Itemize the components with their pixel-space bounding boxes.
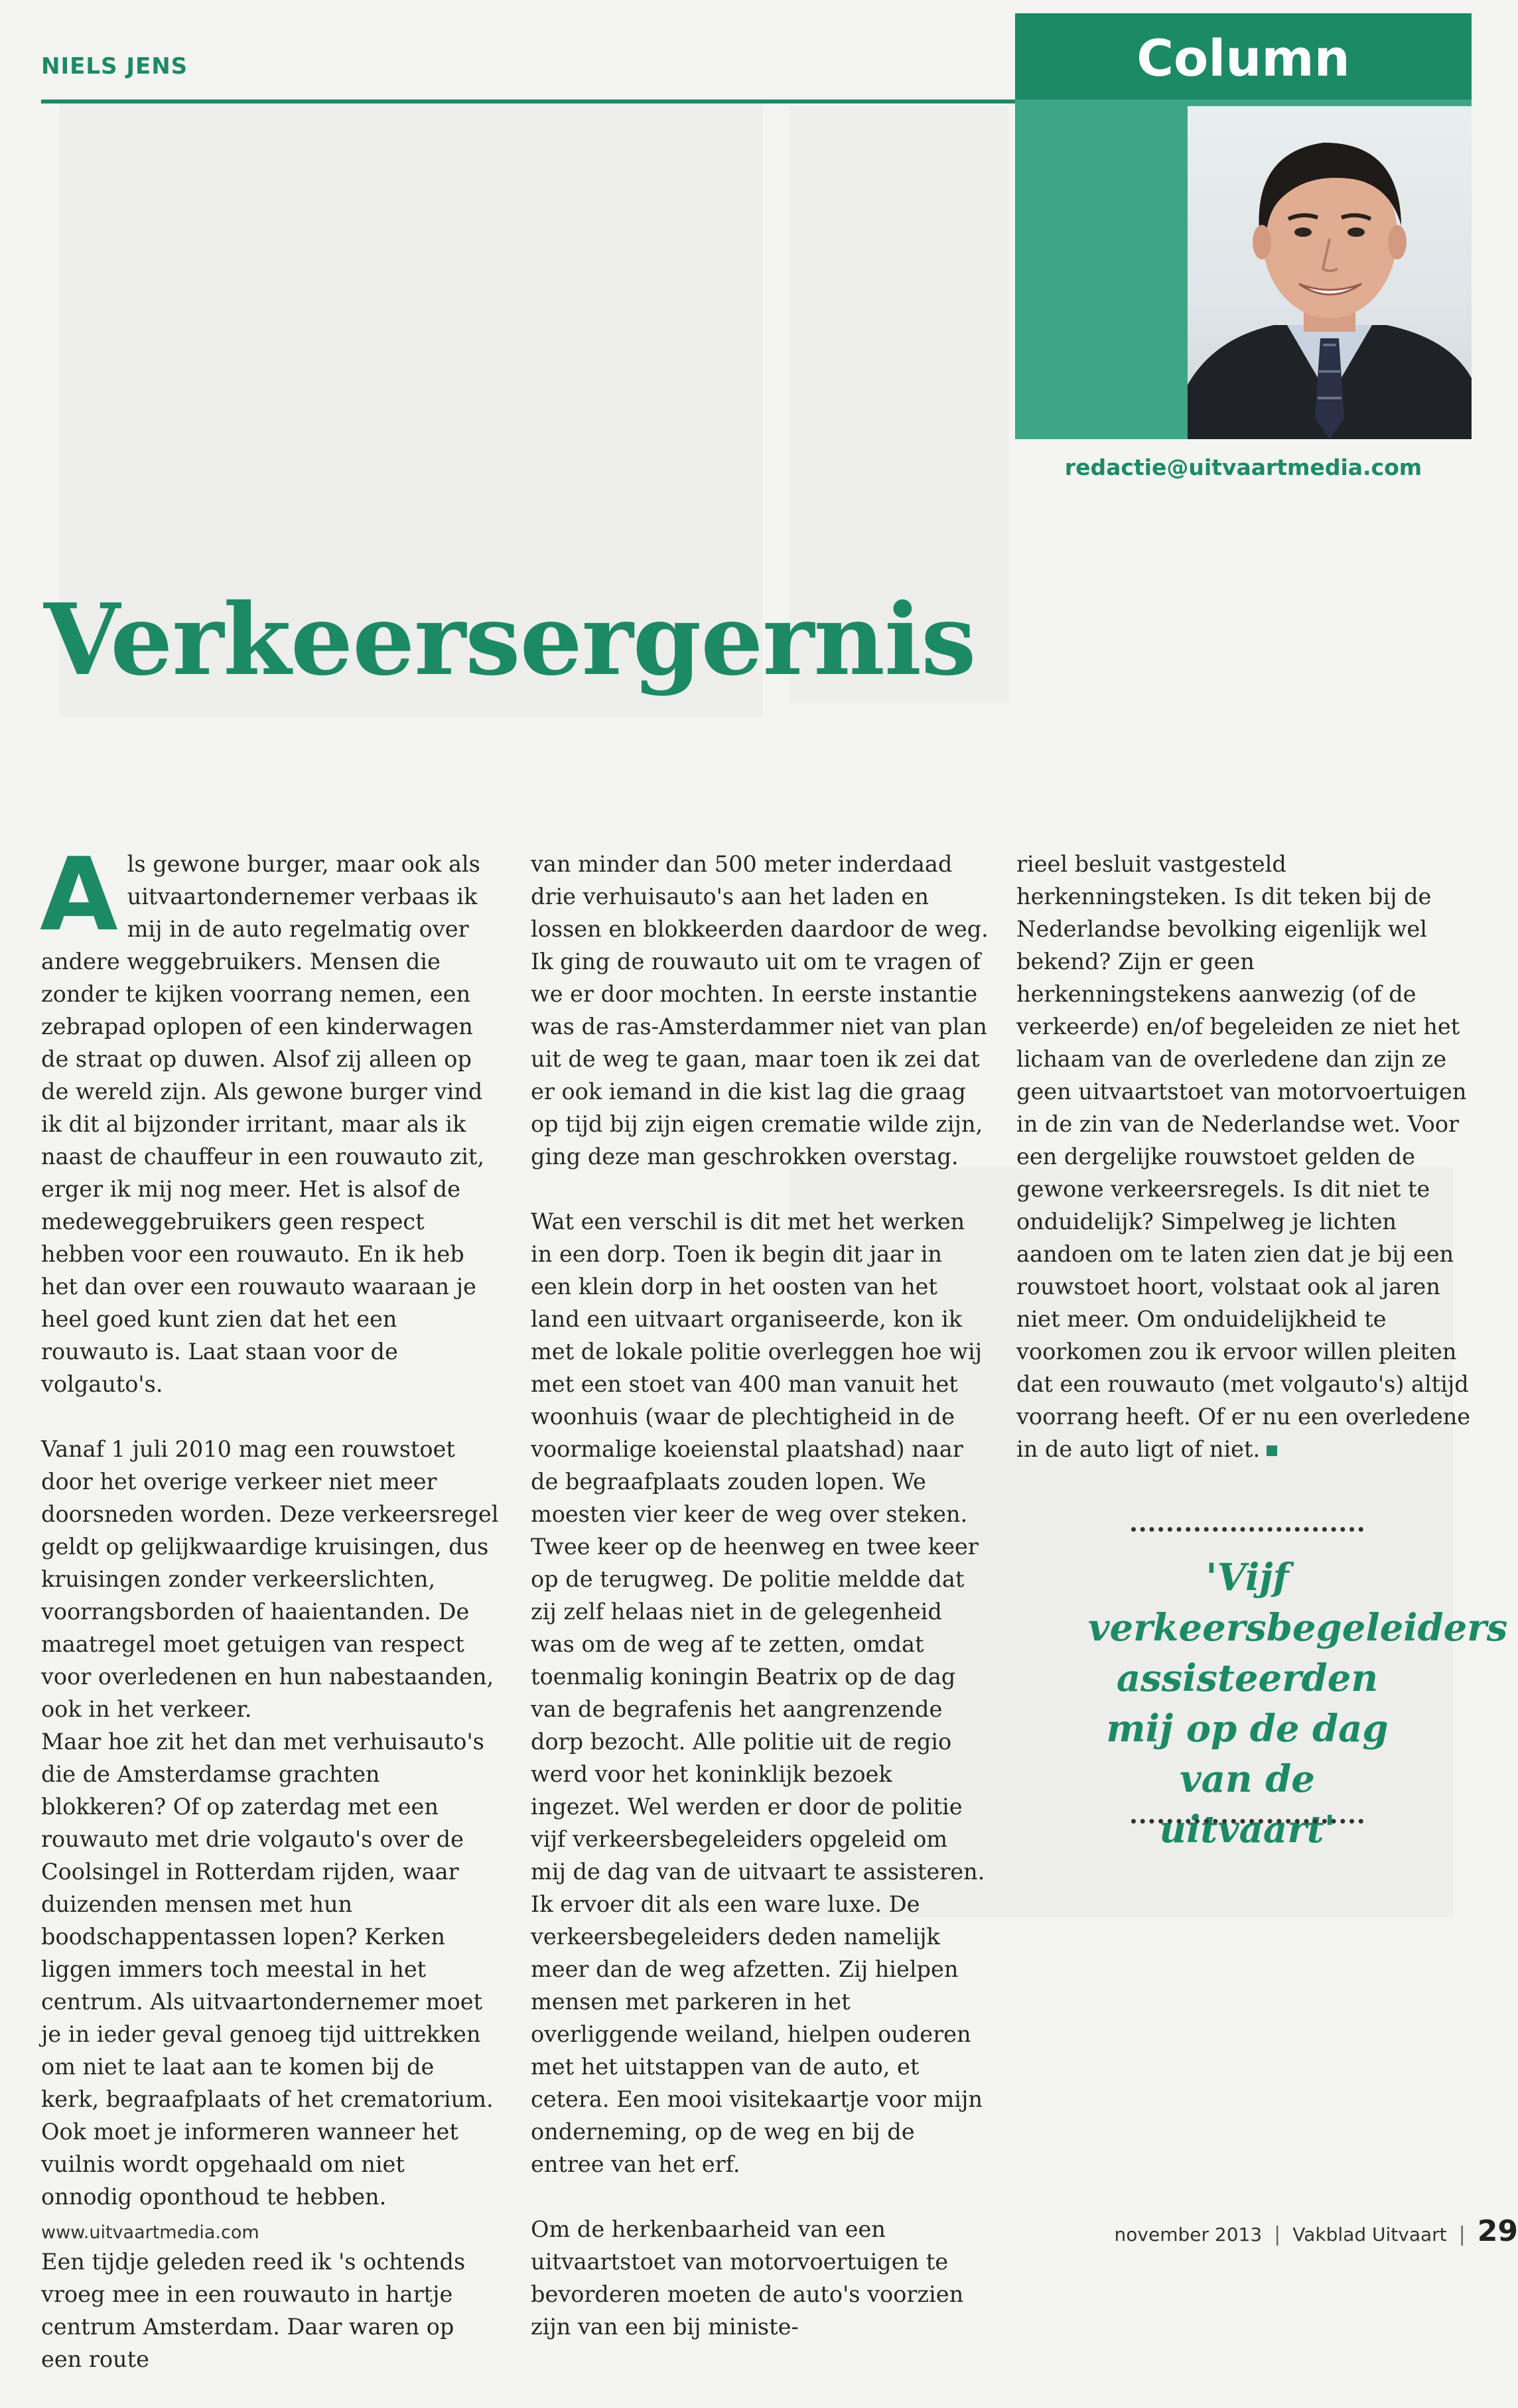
paragraph: Wat een verschil is dit met het werken in een dorp. Toen ik begin dit jaar in een klein dorp in het oosten van het land een uitvaart organiseerde, kon ik met de lokale politie overleggen hoe wij met een stoet van 400 man vanuit het woonhuis (waar de plechtigheid in de voormalige koeienstal plaatshad) naar de begraafplaats zouden lopen. We moesten vier keer de weg over steken. Twee keer op de heenweg en twee keer op de terugweg. De politie meldde dat zij zelf helaas niet in de gelegenheid was om de weg af te zetten, omdat toenmalig koningin Beatrix op de dag van de begrafenis het aangrenzende dorp bezocht. Alle politie uit de regio werd voor het koninklijk bezoek ingezet. Wel werden er door de politie vijf verkeersbegeleiders opgeleid om mij de dag van de uitvaart te assisteren. Ik ervoer dit als een ware luxe. De verkeersbegeleiders deden namelijk meer dan de weg afzetten. Zij hielpen mensen met parkeren in het overliggende weiland, hielpen ouderen met het uitstappen van de auto, et cetera. Een mooi visitekaartje voor mijn onderneming, op de weg en bij de entree van het erf. [531,1209,985,2177]
page-number: 29 [1477,2214,1518,2248]
quote-top-dots [1131,1527,1363,1532]
contact-email: redactie@uitvaartmedia.com [1064,454,1422,480]
end-of-article-mark [1267,1445,1277,1456]
paragraph: Om de herkenbaarheid van een uitvaartstoet van motorvoertuigen te bevorderen moeten de auto's voorzien zijn van een bij ministe- [531,2216,964,2340]
article-title: Verkeersergernis [44,582,976,697]
magazine-name: Vakblad Uitvaart [1292,2224,1447,2245]
paragraph: ls gewone burger, maar ook als uitvaartondernemer verbaas ik mij in de auto regelmatig over andere weggebruikers. Mensen die zonder te kijken voorrang nemen, een zebrapad oplopen of een kinderwagen de straat op duwen. Alsof zij alleen op de wereld zijn. Als gewone burger vind ik dit al bijzonder irritant, maar als ik naast de chauffeur in een rouwauto zit, erger ik mij nog meer. Het is alsof de medeweggebruikers geen respect hebben voor een rouwauto. En ik heb het dan over een rouwauto waaraan je heel goed kunt zien dat het een rouwauto is. Laat staan voor de volgauto's. [41,851,485,1397]
paragraph-with-end-mark [1016,848,1474,1465]
paragraph: van minder dan 500 meter inderdaad drie verhuisauto's aan het laden en lossen en blokkeerden daardoor de weg. Ik ging de rouwauto uit om te vragen of we er door mochten. In eerste instantie was de ras-Amsterdammer niet van plan uit de weg te gaan, maar toen ik zei dat er ook iemand in die kist lag die graag op tijd bij zijn eigen crematie wilde zijn, ging deze man geschrokken overstag. [531,851,989,1170]
footer-separator: | [1458,2223,1466,2246]
paragraph: Vanaf 1 juli 2010 mag een rouwstoet door het overige verkeer niet meer doorsneden worden. Deze verkeersregel geldt op gelijkwaardige kruisingen, dus kruisingen zonder verkeerslichten, voorrangsborden of haaientanden. De maatregel moet getuigen van respect voor overledenen en hun nabestaanden, ook in het verkeer. [41,1436,499,1722]
drop-cap: A [40,836,118,953]
footer-separator: | [1274,2223,1281,2246]
footer-website: www.uitvaartmedia.com [41,2222,259,2243]
quote-bottom-dots [1131,1819,1363,1824]
author-name: NIELS JENS [41,53,188,80]
paragraph: Maar hoe zit het dan met verhuisauto's die de Amsterdamse grachten blokkeren? Of op zaterdag met een rouwauto met drie volgauto's over de Coolsingel in Rotterdam rijden, waar duizenden mensen met hun boodschappentassen lopen? Kerken liggen immers toch meestal in het centrum. Als uitvaartondernemer moet je in ieder geval genoeg tijd uittrekken om niet te laat aan te komen bij de kerk, begraafplaats of het crematorium. Ook moet je informeren wanneer het vuilnis wordt opgehaald om niet onnodig oponthoud te hebben. [41,1729,494,2210]
portrait-illustration [1188,106,1472,439]
author-photo [1188,106,1472,439]
header-rule [41,100,1015,103]
section-label: Column [1137,29,1350,88]
paragraph: rieel besluit vastgesteld herkenningsteken. Is dit teken bij de Nederlandse bevolking eigenlijk wel bekend? Zijn er geen herkenningstekens aanwezig (of de verkeerde) en/of begeleiden ze niet het lichaam van de overledene dan zijn ze geen uitvaartstoet van motorvoertuigen in de zin van de Nederlandse wet. Voor een dergelijke rouwstoet gelden de gewone verkeersregels. Is dit niet te onduidelijk? Simpelweg je lichten aandoen om te laten zien dat je bij een rouwstoet hoort, volstaat ook al jaren niet meer. Om onduidelijkheid te voorkomen zou ik ervoor willen pleiten dat een rouwauto (met volgauto's) altijd voorrang heeft. Of er nu een overledene in de auto ligt of niet. [1016,851,1471,1462]
paragraph: Een tijdje geleden reed ik 's ochtends vroeg mee in een rouwauto in hartje centrum Amsterdam. Daar waren op een route [41,2249,466,2372]
issue-date: november 2013 [1114,2224,1263,2245]
text-column-3 [1016,848,1474,1498]
pull-quote: 'Vijf verkeersbegeleiders assisteerden mij op de dag van de uitvaart' [1088,1556,1508,1851]
footer-info [1115,2214,1518,2248]
text-column-1 [40,836,499,2408]
text-column-2 [531,848,989,2375]
